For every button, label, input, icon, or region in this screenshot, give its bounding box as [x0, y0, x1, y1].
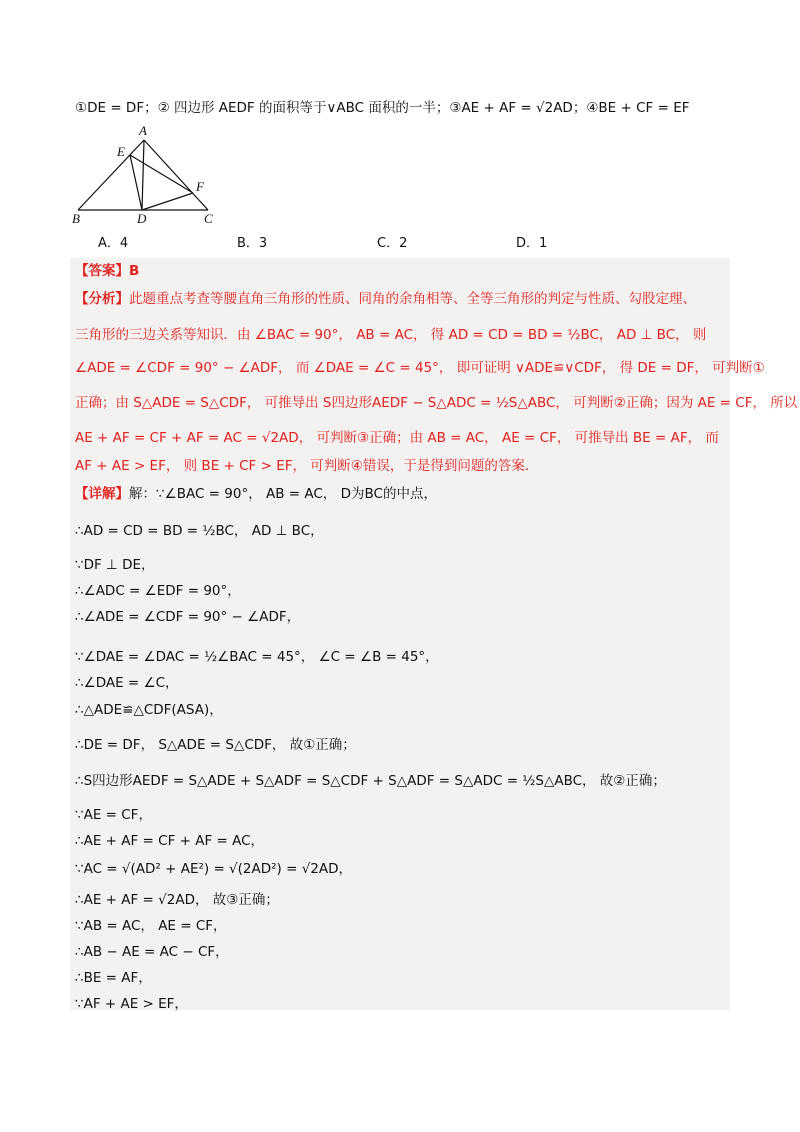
label-a: A	[139, 123, 147, 138]
detail-line-4: ∴∠ADC = ∠EDF = 90°，	[75, 583, 241, 599]
segment-ef	[130, 155, 193, 193]
analysis-line-2: 三角形的三边关系等知识．由 ∠BAC = 90°， AB = AC， 得 AD = CD = BD = ½BC， AD ⊥ BC， 则	[75, 327, 707, 343]
segment-ad	[142, 140, 144, 210]
label-c: C	[204, 211, 213, 225]
detail-tag: 【详解】	[75, 486, 129, 502]
analysis-tag: 【分析】	[75, 291, 129, 307]
detail-line-6: ∵∠DAE = ∠DAC = ½∠BAC = 45°， ∠C = ∠B = 45°，	[75, 649, 439, 665]
analysis-line-3: ∠ADE = ∠CDF = 90° − ∠ADF， 而 ∠DAE = ∠C = 45°， 即可证明 ∨ADE≌∨CDF， 得 DE = DF， 可判断①	[75, 360, 765, 376]
segment-ed	[130, 155, 142, 210]
detail-line-16: ∴AB − AE = AC − CF，	[75, 944, 229, 960]
detail-line-11: ∵AE = CF，	[75, 807, 152, 823]
detail-text-1: 解：∵∠BAC = 90°， AB = AC， D为BC的中点，	[129, 486, 437, 502]
detail-line-5: ∴∠ADE = ∠CDF = 90° − ∠ADF，	[75, 609, 301, 625]
detail-line-17: ∴BE = AF，	[75, 970, 152, 986]
label-e: E	[117, 144, 125, 159]
option-c: C．2	[377, 236, 408, 251]
analysis-line-4: 正确；由 S△ADE = S△CDF， 可推导出 S四边形AEDF − S△ADC = ½S△ABC， 可判断②正确；因为 AE = CF， 所以	[75, 395, 798, 411]
analysis-line-6: AF + AE > EF， 则 BE + CF > EF， 可判断④错误，于是得到问题的答案．	[75, 458, 539, 474]
option-a: A．4	[98, 236, 129, 251]
detail-line-1	[75, 484, 437, 504]
detail-line-18: ∵AF + AE > EF，	[75, 996, 188, 1012]
detail-line-8: ∴△ADE≌△CDF(ASA)，	[75, 702, 223, 718]
answer-line	[75, 261, 139, 281]
detail-line-9: ∴DE = DF， S△ADE = S△CDF， 故①正确；	[75, 737, 356, 753]
detail-line-7: ∴∠DAE = ∠C，	[75, 675, 179, 691]
detail-line-10: ∴S四边形AEDF = S△ADE + S△ADF = S△CDF + S△ADF = S△ADC = ½S△ABC， 故②正确；	[75, 773, 666, 789]
question-statements: ①DE = DF；② 四边形 AEDF 的面积等于∨ABC 面积的一半；③AE + AF = √2AD；④BE + CF = EF	[75, 100, 690, 116]
detail-line-13: ∵AC = √(AD² + AE²) = √(2AD²) = √2AD，	[75, 861, 353, 877]
segment-df	[142, 193, 193, 210]
label-b: B	[72, 211, 80, 225]
side-ac	[144, 140, 208, 210]
analysis-line-5: AE + AF = CF + AF = AC = √2AD， 可判断③正确；由 AB = AC， AE = CF， 可推导出 BE = AF， 而	[75, 430, 719, 446]
detail-line-14: ∴AE + AF = √2AD， 故③正确；	[75, 892, 279, 908]
analysis-text-1: 此题重点考查等腰直角三角形的性质、同角的余角相等、全等三角形的判定与性质、勾股定理、	[129, 291, 696, 307]
detail-line-3: ∵DF ⊥ DE，	[75, 557, 155, 573]
detail-line-15: ∵AB = AC， AE = CF，	[75, 918, 227, 934]
label-f: F	[196, 179, 204, 194]
detail-line-2: ∴AD = CD = BD = ½BC， AD ⊥ BC，	[75, 523, 324, 539]
detail-line-12: ∴AE + AF = CF + AF = AC，	[75, 833, 265, 849]
answer-value: B	[129, 263, 140, 279]
label-d: D	[137, 211, 147, 225]
option-d: D．1	[516, 236, 548, 251]
triangle-figure	[70, 120, 230, 225]
answer-tag: 【答案】	[75, 263, 129, 279]
analysis-line-1	[75, 289, 696, 309]
option-b: B．3	[237, 236, 268, 251]
